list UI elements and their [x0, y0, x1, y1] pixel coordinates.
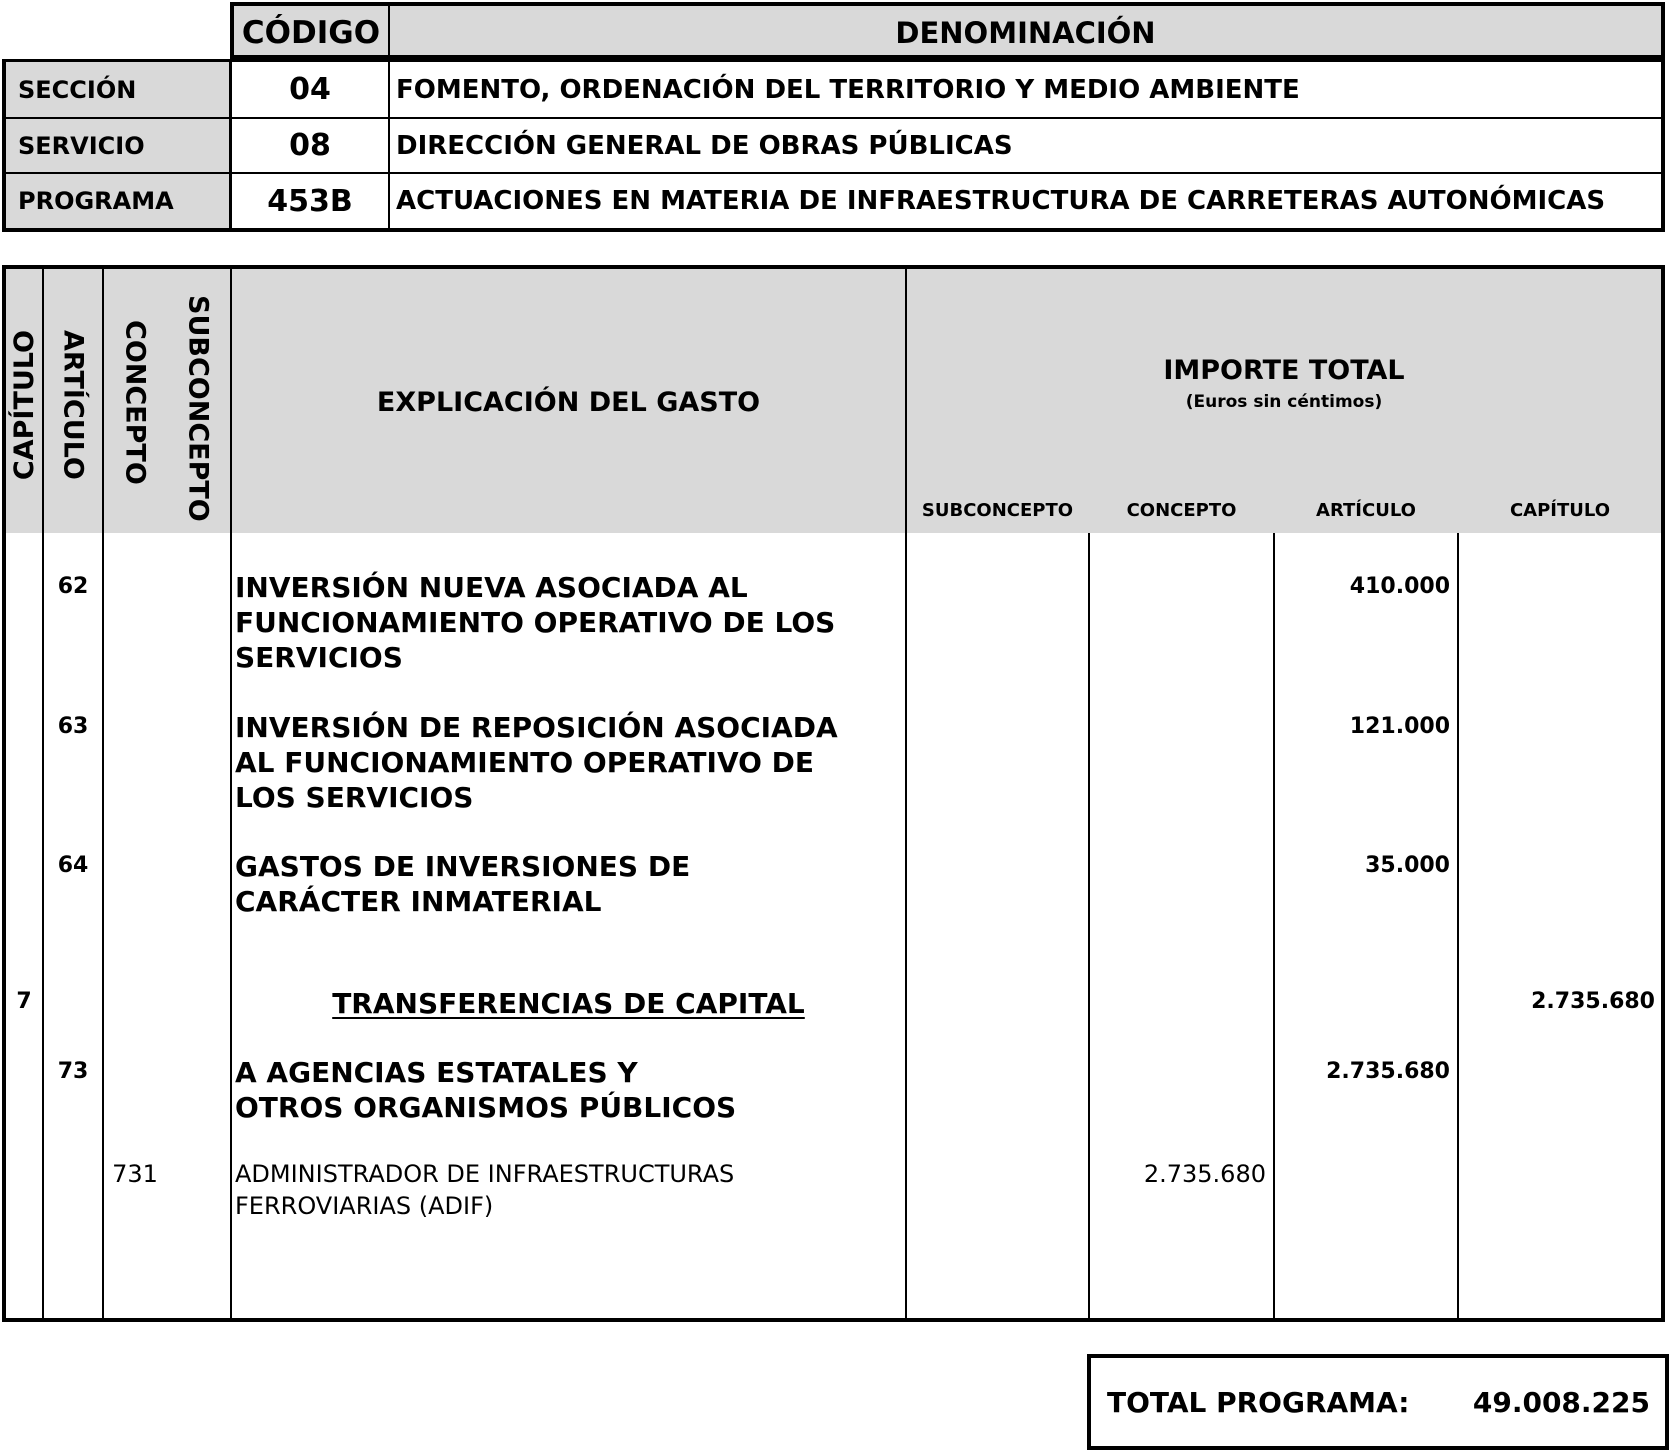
- concepto-vertical-header-wrap: [104, 275, 166, 525]
- row-731-concepto-amount: 2.735.680: [1143, 1160, 1266, 1188]
- row-62-text: INVERSIÓN NUEVA ASOCIADA AL FUNCIONAMIENTO OPERATIVO DE LOS SERVICIOS: [235, 571, 836, 674]
- total-label: TOTAL PROGRAMA:: [1107, 1385, 1410, 1419]
- importe-total-note: (Euros sin céntimos): [1185, 392, 1383, 412]
- col-header-concepto: CONCEPTO: [1126, 500, 1237, 521]
- programa-name: ACTUACIONES EN MATERIA DE INFRAESTRUCTURA DE CARRETERAS AUTONÓMICAS: [396, 186, 1606, 216]
- seccion-code: 04: [289, 72, 331, 107]
- col-header-subconcepto: SUBCONCEPTO: [921, 500, 1074, 521]
- programa-label: PROGRAMA: [18, 187, 174, 215]
- servicio-label: SERVICIO: [18, 131, 145, 160]
- servicio-code: 08: [289, 128, 331, 163]
- row-62-articulo-amount: 410.000: [1349, 574, 1450, 599]
- total-value: 49.008.225: [1472, 1385, 1650, 1419]
- subconcepto-vertical-header-wrap: [166, 275, 230, 525]
- row-64-articulo: 64: [57, 853, 89, 878]
- row-64-articulo-amount: 35.000: [1365, 853, 1450, 878]
- subconcepto-vertical-header: SUBCONCEPTO: [182, 295, 214, 522]
- row-7-text: TRANSFERENCIAS DE CAPITAL: [332, 987, 805, 1020]
- row-63-articulo: 63: [57, 714, 89, 739]
- capitulo-vertical-header-wrap: [6, 275, 42, 525]
- row-7-capitulo: 7: [16, 989, 32, 1014]
- articulo-vertical-header: ARTÍCULO: [57, 330, 89, 480]
- vline-amount-3: [1457, 533, 1459, 1318]
- capitulo-vertical-header: CAPÍTULO: [8, 330, 40, 481]
- vline-concepto: [230, 269, 232, 1318]
- row-64-text: GASTOS DE INVERSIONES DE CARÁCTER INMATERIAL: [235, 850, 691, 918]
- row-73-articulo-amount: 2.735.680: [1326, 1059, 1450, 1084]
- vline-amount-2: [1273, 533, 1275, 1318]
- programa-code: 453B: [267, 183, 353, 219]
- codigo-header: CÓDIGO: [241, 14, 381, 51]
- concepto-vertical-header: CONCEPTO: [119, 320, 151, 485]
- servicio-name: DIRECCIÓN GENERAL DE OBRAS PÚBLICAS: [396, 130, 1013, 161]
- row-63-text: INVERSIÓN DE REPOSICIÓN ASOCIADA AL FUNCIONAMIENTO OPERATIVO DE LOS SERVICIOS: [235, 711, 838, 814]
- row-73-text: A AGENCIAS ESTATALES Y OTROS ORGANISMOS PÚBLICOS: [235, 1056, 737, 1124]
- row-731-concepto: 731: [112, 1160, 158, 1188]
- vline-explicacion: [905, 269, 907, 1318]
- explicacion-header: EXPLICACIÓN DEL GASTO: [376, 386, 761, 418]
- row-63-articulo-amount: 121.000: [1349, 714, 1450, 739]
- row-731-text: ADMINISTRADOR DE INFRAESTRUCTURAS FERROVIARIAS (ADIF): [235, 1160, 735, 1220]
- row-62-articulo: 62: [57, 574, 89, 599]
- seccion-label: SECCIÓN: [18, 75, 137, 104]
- articulo-vertical-header-wrap: [44, 275, 102, 525]
- col-header-articulo: ARTÍCULO: [1316, 500, 1416, 521]
- row-7-capitulo-amount: 2.735.680: [1531, 989, 1655, 1014]
- vline-amount-1: [1088, 533, 1090, 1318]
- seccion-name: FOMENTO, ORDENACIÓN DEL TERRITORIO Y MEDIO AMBIENTE: [396, 74, 1300, 105]
- col-header-capitulo: CAPÍTULO: [1509, 500, 1611, 521]
- importe-total-header: IMPORTE TOTAL: [1163, 355, 1405, 386]
- row-73-articulo: 73: [57, 1059, 89, 1084]
- denominacion-header: DENOMINACIÓN: [895, 15, 1156, 50]
